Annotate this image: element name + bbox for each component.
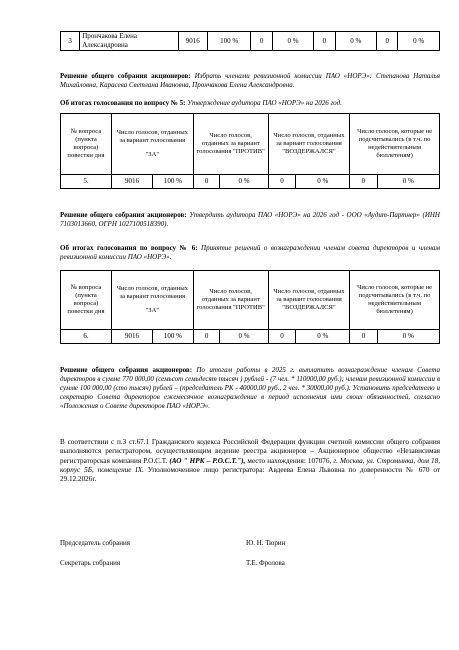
table-cell: 100 % xyxy=(153,330,194,344)
table-cell: 6. xyxy=(61,330,112,344)
header-za xyxy=(111,271,193,330)
table-header-row xyxy=(61,114,440,175)
chair-label: Председатель собрания xyxy=(60,539,130,547)
candidates-table xyxy=(60,31,440,51)
registrar-text-1: В соответствии с п.3 ст.67.1 Гражданского кодекса Российской Федерации функции счетной комиссии общего собрания выполняются регистратором, осуществляющим ведение реестра акционеров – Акционерное общество «Независимая регистраторская компания Р.О.С.Т. xyxy=(60,438,440,465)
decision-5 xyxy=(60,211,440,229)
table-cell: 0 % xyxy=(335,32,377,51)
header-za-quote: "ЗА" xyxy=(145,151,160,159)
header-num: № вопроса (пункта вопроса) повестки дня xyxy=(61,114,112,175)
table-cell: 3 xyxy=(61,32,80,51)
registrar-text-2: место нахождения: 107076, xyxy=(245,456,332,465)
table-cell: 0 % xyxy=(220,175,268,189)
table-cell: 0 xyxy=(314,32,335,51)
table-row xyxy=(61,175,440,189)
table-cell: Прончакова Елена Александровна xyxy=(80,32,178,51)
question-text: Принятие решений о вознаграждении членам совета директоров и членам ревизионной комиссии ПАО «НОРЭ». xyxy=(60,244,440,262)
header-vozd: Число голосов, отданных за вариант голосования "ВОЗДЕРЖАЛСЯ" xyxy=(268,271,349,330)
registrar-abbrev: (АО " НРК – Р.О.С.Т."), xyxy=(167,456,246,465)
header-num: № вопроса (пункта вопроса) повестки дня xyxy=(61,271,112,330)
table-cell: 0 xyxy=(268,175,296,189)
header-za-text: Число голосов, отданных за вариант голосования xyxy=(116,128,188,144)
chair-name: Ю. Н. Тюрин xyxy=(246,539,286,547)
table-cell: 5. xyxy=(61,175,112,189)
decision-6 xyxy=(60,366,440,411)
header-protiv: Число голосов, отданных за вариант голосования "ПРОТИВ" xyxy=(193,271,268,330)
table-row xyxy=(61,330,440,344)
table-cell: 0 xyxy=(193,175,220,189)
question-6-heading xyxy=(60,244,440,262)
header-invalid: Число голосов, которые не подсчитывались (в т.ч. по недействительным бюллетеням) xyxy=(350,271,440,330)
registrar-text-3: Уполномоченное лицо регистратора: Авдеева Елена Львовна по доверенности № 670 от 29.12.2026г. xyxy=(60,466,440,484)
secretary-name: Т.Е. Фролова xyxy=(246,559,285,567)
table-cell: 0 % xyxy=(296,330,350,344)
table-cell: 0 xyxy=(193,330,220,344)
decision-label: Решение общего собрания акционеров: xyxy=(60,72,191,80)
table-cell: 0 xyxy=(377,32,398,51)
question-label: Об итогах голосования по вопросу № 6: xyxy=(60,244,198,252)
registrar-address: г. Москва, ул. Стромынка, дом 18, корпус 5Б, помещение IX. xyxy=(60,456,440,475)
results-table-6 xyxy=(60,270,440,344)
table-cell: 0 xyxy=(350,330,377,344)
header-protiv: Число голосов, отданных за вариант голосования "ПРОТИВ" xyxy=(193,114,268,175)
table-cell: 0 % xyxy=(398,32,440,51)
table-cell: 9016 xyxy=(178,32,207,51)
header-invalid: Число голосов, которые не подсчитывались (в т.ч. по недействительным бюллетеням) xyxy=(350,114,440,175)
table-cell: 0 % xyxy=(377,330,440,344)
header-za-text: Число голосов, отданных за вариант голосования xyxy=(116,284,188,300)
table-cell: 0 xyxy=(268,330,296,344)
table-cell: 0 xyxy=(251,32,272,51)
secretary-label: Секретарь собрания xyxy=(60,559,121,567)
table-header-row xyxy=(61,271,440,330)
table-cell: 9016 xyxy=(111,330,152,344)
question-5-heading xyxy=(60,99,440,108)
decision-4 xyxy=(60,72,440,90)
table-cell: 100 % xyxy=(207,32,251,51)
table-cell: 0 % xyxy=(296,175,350,189)
table-cell: 0 % xyxy=(377,175,440,189)
table-cell: 0 % xyxy=(272,32,314,51)
table-cell: 9016 xyxy=(111,175,152,189)
question-label: Об итогах голосования по вопросу № 5: xyxy=(60,99,186,107)
decision-label: Решение общего собрания акционеров: xyxy=(60,211,187,219)
registrar-paragraph xyxy=(60,438,440,485)
header-vozd: Число голосов, отданных за вариант голосования "ВОЗДЕРЖАЛСЯ" xyxy=(268,114,349,175)
question-text: Утверждение аудитора ПАО «НОРЭ» на 2026 год. xyxy=(185,99,342,107)
results-table-5 xyxy=(60,113,440,189)
table-cell: 0 xyxy=(350,175,377,189)
table-cell: 0 % xyxy=(220,330,268,344)
table-row xyxy=(61,32,440,51)
decision-text: По итогам работы в 2025 г. выплатить вознаграждение членам Совета директоров в сумме 770 000,00 (семьсот семьдесят тысяч ) рублей - (7 чел. * 110000,00 руб.); членам ревизионной комиссии в сумме 100 000,00 (сто тысяч) рублей – (председатель РК - 40000,00 руб., 2 чел. * 30000,00 руб.). Установить председателю и секретарю Совета директоров ежемесячное вознаграждение в период исполнения ими своих обязанностей, согласно «Положения о Совете директоров ПАО «НОРЭ». xyxy=(60,366,440,411)
decision-label: Решение общего собрания акционеров: xyxy=(60,366,193,374)
header-za xyxy=(111,114,193,175)
table-cell: 100 % xyxy=(153,175,194,189)
decision-text: Избрать членами ревизионной комиссии ПАО «НОРЭ»: Степанова Наталья Михайловна, Карасева Светлана Ивановна, Прончакова Елена Александровна. xyxy=(60,72,440,90)
decision-text: Утвердить аудитора ПАО «НОРЭ» на 2026 год - ООО «Аудит-Партнер» (ИНН 7103013660, ОГРН 1027100518390). xyxy=(60,211,440,229)
header-za-quote: "ЗА" xyxy=(145,307,160,315)
